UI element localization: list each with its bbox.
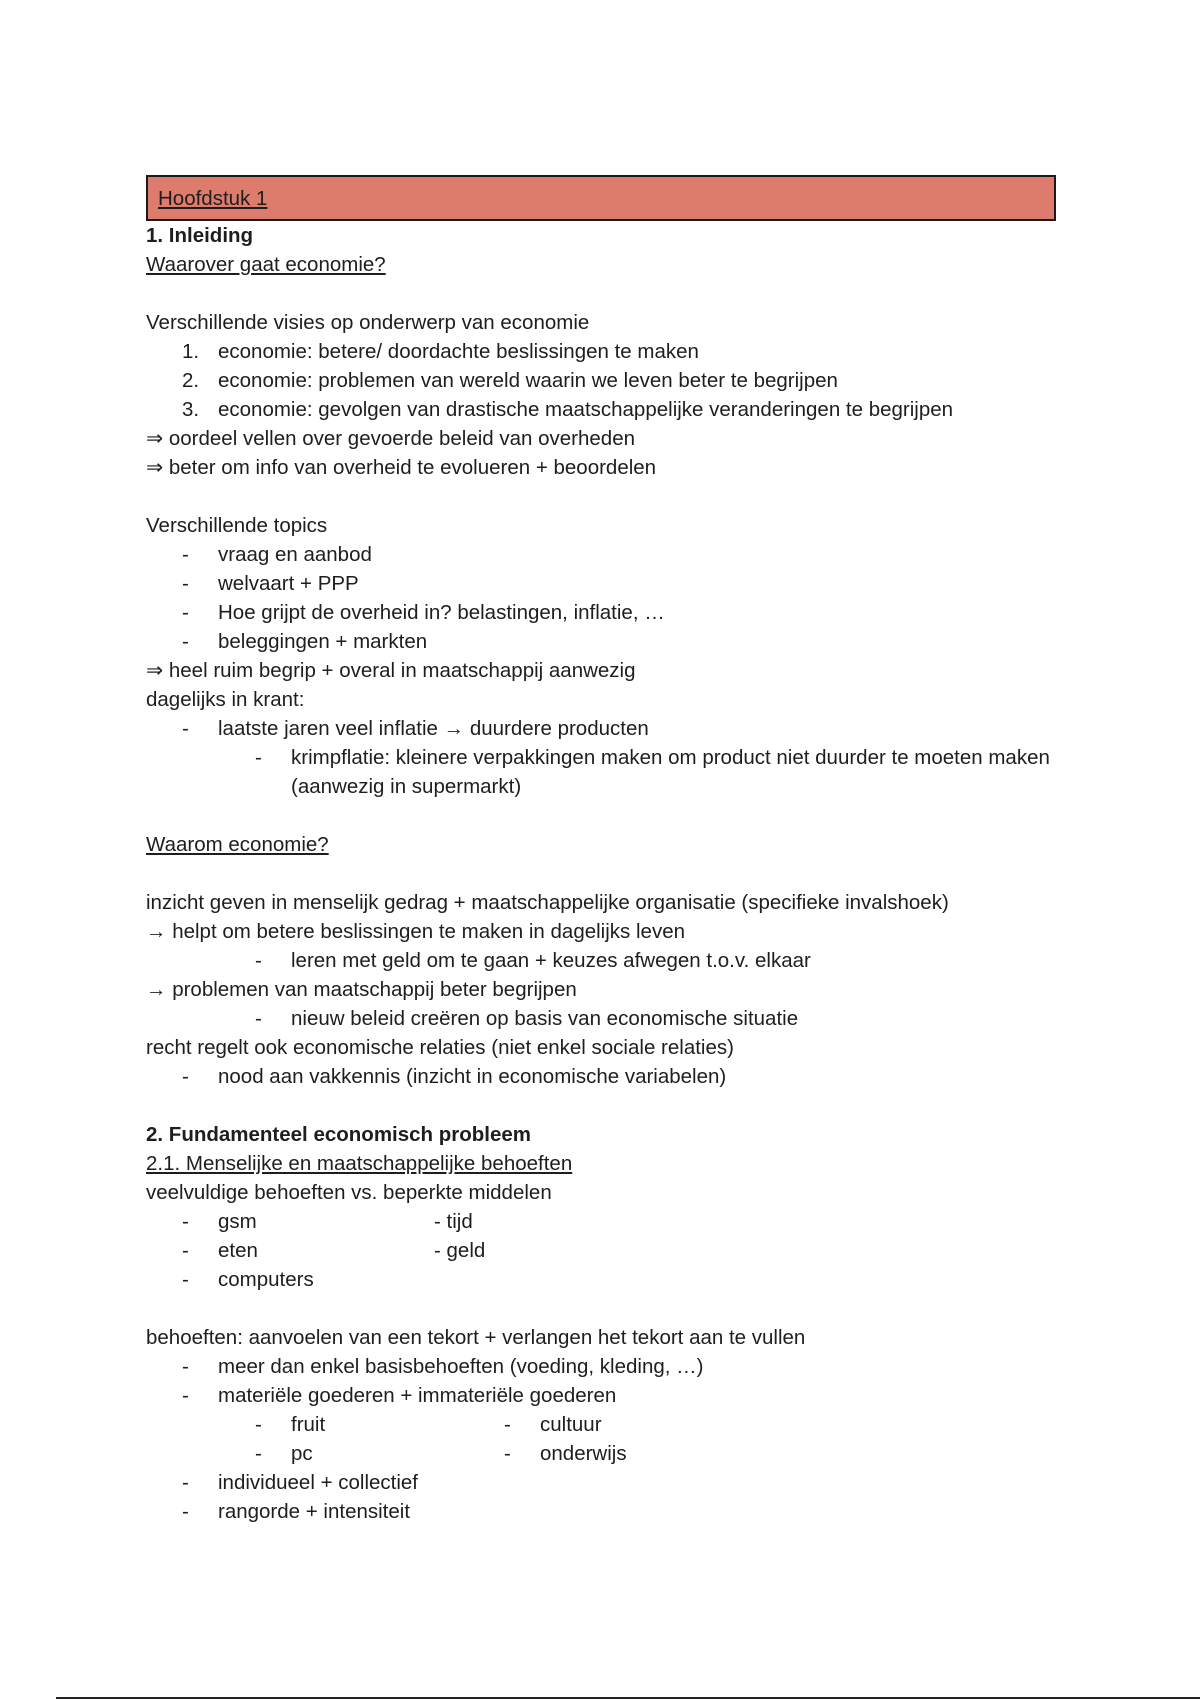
- problemen-line: → problemen van maatschappij beter begrijpen: [146, 978, 577, 1001]
- list-item: - computers: [182, 1268, 314, 1291]
- behoeften-definition: behoeften: aanvoelen van een tekort + verlangen het tekort aan te vullen: [146, 1326, 806, 1349]
- list-item: - meer dan enkel basisbehoeften (voeding, kleding, …): [182, 1355, 704, 1378]
- inzicht-line: inzicht geven in menselijk gedrag + maatschappelijke organisatie (specifieke invalshoek): [146, 891, 949, 914]
- list-item: - nieuw beleid creëren op basis van economische situatie: [255, 1007, 799, 1030]
- implication-line: ⇒ oordeel vellen over gevoerde beleid van overheden: [146, 427, 636, 450]
- chapter-banner: [146, 175, 1056, 221]
- list-item: - gsm - tijd: [182, 1210, 473, 1233]
- page-bottom-rule: [56, 1697, 1200, 1699]
- list-item: 2. economie: problemen van wereld waarin we leven beter te begrijpen: [182, 369, 838, 392]
- subheading-waarom: Waarom economie?: [146, 833, 329, 856]
- topics-conclusion: ⇒ heel ruim begrip + overal in maatschappij aanwezig: [146, 659, 636, 682]
- list-item: - rangorde + intensiteit: [182, 1500, 411, 1523]
- krant-intro: dagelijks in krant:: [146, 688, 305, 711]
- subheading-behoeften: 2.1. Menselijke en maatschappelijke behoeften: [146, 1152, 573, 1175]
- section-1-heading: 1. Inleiding: [146, 224, 254, 247]
- visies-intro: Verschillende visies op onderwerp van economie: [146, 311, 590, 334]
- helpt-line: → helpt om betere beslissingen te maken in dagelijks leven: [146, 920, 685, 943]
- list-item: - welvaart + PPP: [182, 572, 359, 595]
- list-item: - pc - onderwijs: [255, 1442, 627, 1465]
- list-item: - individueel + collectief: [182, 1471, 418, 1494]
- topics-intro: Verschillende topics: [146, 514, 328, 537]
- implication-line: ⇒ beter om info van overheid te evolueren + beoordelen: [146, 456, 657, 479]
- list-item: - Hoe grijpt de overheid in? belastingen, inflatie, …: [182, 601, 665, 624]
- chapter-title: Hoofdstuk 1: [158, 187, 268, 210]
- list-item: - vraag en aanbod: [182, 543, 372, 566]
- document-page: [146, 175, 1056, 1526]
- list-item: - beleggingen + markten: [182, 630, 428, 653]
- list-item: - eten - geld: [182, 1239, 486, 1262]
- list-item: - nood aan vakkennis (inzicht in economische variabelen): [182, 1065, 727, 1088]
- list-item: - leren met geld om te gaan + keuzes afwegen t.o.v. elkaar: [255, 949, 811, 972]
- list-item: 3. economie: gevolgen van drastische maatschappelijke veranderingen te begrijpen: [182, 398, 954, 421]
- list-item: - krimpflatie: kleinere verpakkingen maken om product niet duurder te moeten maken (aanwezig in supermarkt): [255, 746, 1050, 798]
- list-item: - materiële goederen + immateriële goederen: [182, 1384, 617, 1407]
- list-item: 1. economie: betere/ doordachte beslissingen te maken: [182, 340, 699, 363]
- recht-line: recht regelt ook economische relaties (niet enkel sociale relaties): [146, 1036, 734, 1059]
- list-item: - fruit - cultuur: [255, 1413, 602, 1436]
- needs-intro: veelvuldige behoeften vs. beperkte middelen: [146, 1181, 552, 1204]
- subheading-waarover: Waarover gaat economie?: [146, 253, 386, 276]
- section-2-heading: 2. Fundamenteel economisch probleem: [146, 1123, 532, 1146]
- list-item: - laatste jaren veel inflatie → duurdere producten: [182, 717, 649, 740]
